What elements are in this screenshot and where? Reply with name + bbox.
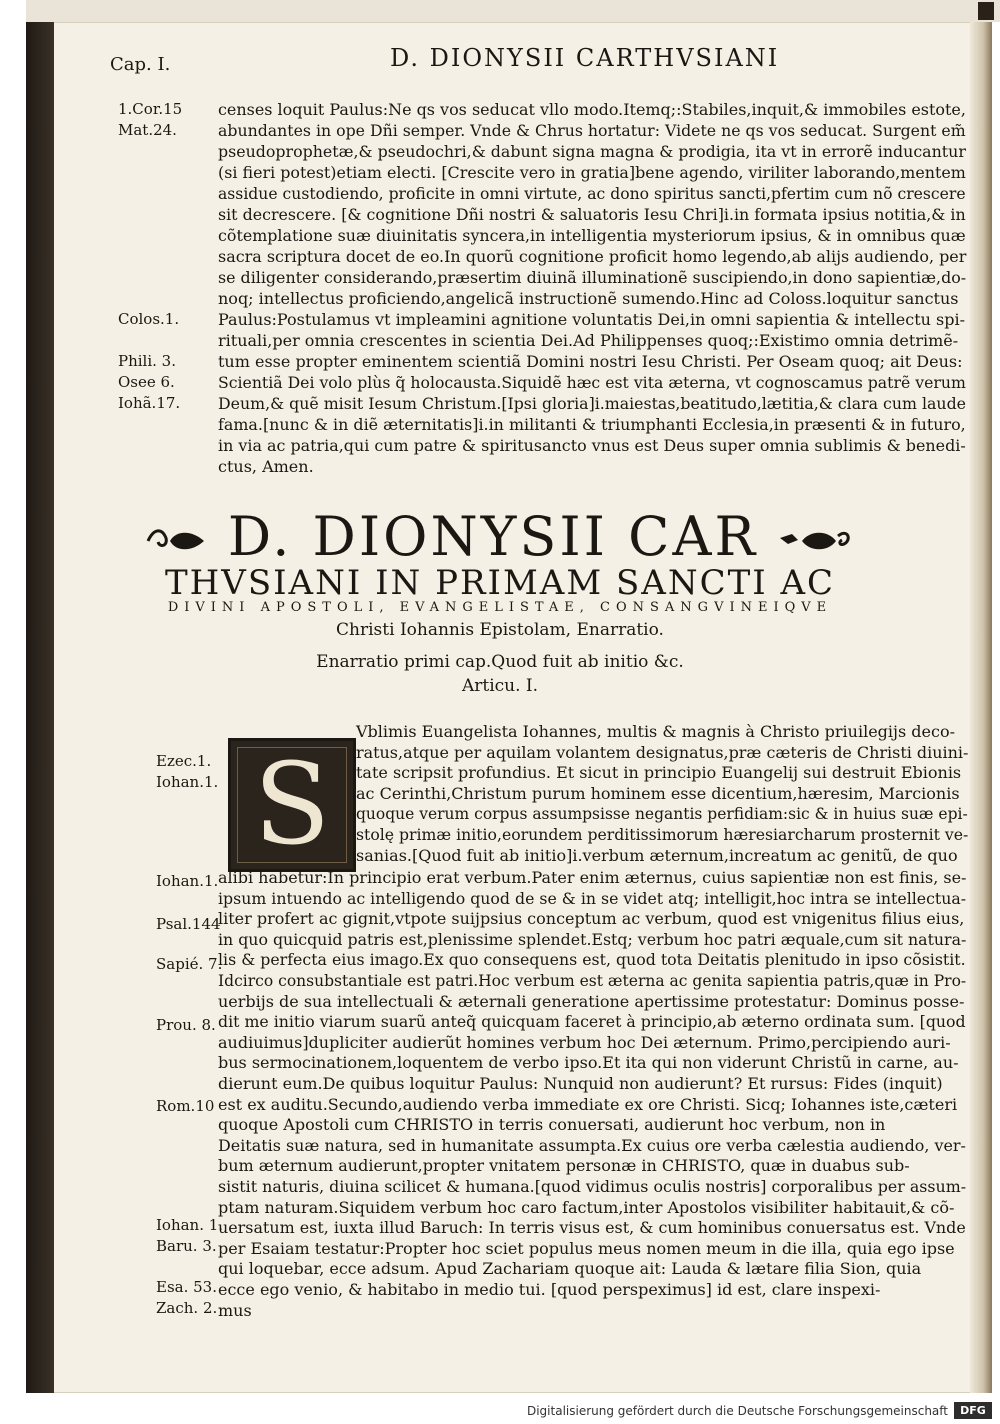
margin-reference: Ezec.1. xyxy=(156,752,212,770)
text-line: stolę primæ initio,eorundem perditissimorum hæresiarcharum prosternit ve- xyxy=(356,825,969,844)
text-line: qui loquebar, ecce adsum. Apud Zachariam quoque ait: Lauda & lætare filia Sion, quia xyxy=(218,1259,922,1279)
margin-reference: Iohan.1. xyxy=(156,773,219,791)
text-line: tate scripsit profundius. Et sicut in principio Euangelij sui destruit Ebionis xyxy=(356,763,962,783)
text-line: (si fieri potest)etiam electi. [Crescite vero in gratia]bene agendo, viriliter laborando,mentem xyxy=(218,163,966,182)
heading-text-1: D. DIONYSII CAR xyxy=(227,505,759,568)
text-line: assidue custodiendo, proficite in omni virtute, ac dono spiritus sancti,pfertim cum nõ crescere xyxy=(218,184,966,203)
text-line: est ex auditu.Secundo,audiendo verba immediate ex ore Christi. Sicq; Iohannes iste,cæteri xyxy=(218,1094,958,1114)
text-line: dierunt eum.De quibus loquitur Paulus: Nunquid non audierunt? Et rursus: Fides (inquit) xyxy=(218,1074,943,1093)
text-line: Idcirco consubstantiale est patri.Hoc verbum est æterna ac genita sapientia patris,quæ in Pro- xyxy=(218,971,967,990)
text-line: rituali,per omnia crescentes in scientia Dei.Ad Philippenses quoq;:Existimo omnia detrimẽ- xyxy=(218,331,959,350)
text-line: noq; intellectus proficiendo,angelicã instructionẽ sumendo.Hinc ad Coloss.loquitur sanctus xyxy=(218,289,959,308)
fleuron-left-icon xyxy=(146,524,208,558)
text-line: quoque Apostoli cum CHRISTO in terris conuersati, audierunt hoc verbum, non in xyxy=(218,1115,886,1135)
lower-text-indented xyxy=(356,722,968,872)
text-line: liter profert ac gignit,vtpote suijpsius conceptum ac verbum, quod est vnigenitus filius eius, xyxy=(218,909,965,929)
text-line: Scientiã Dei volo plùs q̃ holocausta.Siquidẽ hæc est vita æterna, vt cognoscamus patrẽ verum xyxy=(218,373,966,392)
footer-bar xyxy=(0,1398,1000,1424)
decorated-initial xyxy=(228,738,356,872)
text-line: uerbijs de sua intellectuali & æternali generatione apertissime protestatur: Dominus posse- xyxy=(218,991,965,1011)
initial-letter: S xyxy=(253,740,331,870)
margin-reference: Iohan.1. xyxy=(156,872,219,890)
margin-reference: Osee 6. xyxy=(118,373,175,391)
text-line: Vblimis Euangelista Iohannes, multis & magnis à Christo priuilegijs deco- xyxy=(356,722,955,741)
text-line: uersatum est, iuxta illud Baruch: In terris visus est, & cum hominibus conuersatus est. Vnde xyxy=(218,1218,966,1238)
text-line: alibi habetur:In principio erat verbum.Pater enim æternus, cuius sapientiæ non est finis, se- xyxy=(218,868,967,887)
text-line: dit me initio viarum suarũ anteq̃ quicquam faceret à principio,ab æterno ordinata sum. [quod xyxy=(218,1012,966,1032)
text-line: Deum,& quẽ misit Iesum Christum.[Ipsi gloria]i.maiestas,beatitudo,lætitia,& clara cum laude xyxy=(218,394,967,413)
text-line: ctus, Amen. xyxy=(218,457,314,476)
margin-reference: Baru. 3. xyxy=(156,1237,217,1255)
fleuron-right-icon xyxy=(778,524,854,558)
corner-fold xyxy=(978,2,994,20)
text-line: in via ac patria,qui cum patre & spiritusancto vnus est Deus super omnia sublimis & benedi- xyxy=(218,436,966,455)
text-line: sistit naturis, diuina scilicet & humana.[quod vidimus oculis nostris] corporalibus per assum- xyxy=(218,1177,967,1196)
heading-line-3: DIVINI APOSTOLI, EVANGELISTAE, CONSANGVINEIQVE xyxy=(167,600,833,615)
subheading-enarratio: Enarratio primi cap.Quod fuit ab initio &c. xyxy=(316,652,684,672)
margin-reference: Sapié. 7. xyxy=(156,955,223,973)
text-line: sanias.[Quod fuit ab initio]i.verbum æternum,increatum ac genitũ, de quo xyxy=(356,845,958,865)
text-line: cõtemplatione suæ diuinitatis syncera,in intelligentia mysteriorum ipsius, & in omnibus quæ xyxy=(218,226,966,245)
text-line: sacra scriptura docet de eo.In quorũ cognitione proficit homo legendo,ab alijs audiendo, per xyxy=(218,247,967,266)
text-line: ecce ego venio, & habitabo in medio tui. [quod perspeximus] id est, clare inspexi- xyxy=(218,1280,881,1299)
text-line: ratus,atque per aquilam volantem designatus,præ cæteris de Christi diuini- xyxy=(356,742,969,762)
text-line: ptam naturam.Siquidem verbum hoc caro factum,inter Apostolos visibiliter habitauit,& cõ- xyxy=(218,1197,955,1217)
margin-reference: Mat.24. xyxy=(118,121,177,139)
text-line: pseudoprophetæ,& pseudochri,& dabunt signa magna & prodigia, ita vt in errorẽ inducantur xyxy=(218,142,966,161)
lower-text-block xyxy=(218,868,966,1338)
text-line: Paulus:Postulamus vt impleamini agnitione voluntatis Dei,in omni sapientia & intellectu spi- xyxy=(218,310,965,329)
page-edge xyxy=(970,22,992,1393)
text-line: censes loquit Paulus:Ne qs vos seducat vllo modo.Itemq;:Stabiles,inquit,& immobiles estote, xyxy=(218,100,966,119)
text-line: lis & perfecta eius imago.Ex quo consequens est, quod tota Deitatis plenitudo in ipso cõsistit. xyxy=(218,950,966,970)
chapter-label: Cap. I. xyxy=(110,54,171,75)
heading-line-2: THVSIANI IN PRIMAM SANCTI AC xyxy=(164,563,836,603)
margin-reference: Prou. 8. xyxy=(156,1016,216,1034)
dfg-logo: DFG xyxy=(954,1402,992,1419)
text-line: bum æternum audierunt,propter vnitatem personæ in CHRISTO, quæ in duabus sub- xyxy=(218,1156,910,1176)
text-line: se diligenter considerando,præsertim diuinã illuminationẽ suscipiendo,in dono sapientiæ,do- xyxy=(218,268,967,287)
margin-reference: Rom.10 xyxy=(156,1097,215,1115)
margin-reference: Esa. 53. xyxy=(156,1278,217,1296)
margin-reference: Zach. 2. xyxy=(156,1299,218,1317)
text-line: sit decrescere. [& cognitione Dñi nostri & saluatoris Iesu Chri]i.in formata ipsius notitia,& in xyxy=(218,205,966,224)
top-border xyxy=(26,0,1000,22)
margin-reference: Colos.1. xyxy=(118,310,180,328)
text-line: per Esaiam testatur:Propter hoc sciet populus meus nomen meum in die illa, quia ego ipse xyxy=(218,1238,955,1258)
margin-reference: Iohan. 1. xyxy=(156,1216,224,1234)
margin-reference: Phili. 3. xyxy=(118,352,176,370)
text-line: in quo quicquid patris est,plenissime splendet.Estq; verbum hoc patri æquale,cum sit natura- xyxy=(218,929,967,949)
margin-reference: Iohã.17. xyxy=(118,394,181,412)
footer-credit: Digitalisierung gefördert durch die Deutsche Forschungsgemeinschaft xyxy=(526,1404,948,1418)
text-line: tum esse propter eminentem scientiã Domini nostri Iesu Christi. Per Oseam quoq; ait Deus: xyxy=(218,352,963,371)
heading-line-1 xyxy=(0,505,1000,568)
text-line: fama.[nunc & in diẽ æternitatis]i.in militanti & triumphanti Ecclesia,in præsenti & in futuro, xyxy=(218,415,966,434)
margin-reference: 1.Cor.15 xyxy=(118,100,183,118)
text-line: audiuimus]dupliciter audierũt homines verbum hoc Dei æternum. Primo,percipiendo auri- xyxy=(218,1032,951,1052)
text-line: Deitatis suæ natura, sed in humanitate assumpta.Ex cuius ore verba cælestia audiendo, ver- xyxy=(218,1135,966,1155)
running-title: D. DIONYSII CARTHVSIANI xyxy=(390,44,780,72)
text-line: ac Cerinthi,Christum purum hominem esse dicentium,hæresim, Marcionis xyxy=(356,783,960,803)
text-line: mus xyxy=(218,1300,252,1320)
margin-reference: Psal.144 xyxy=(156,915,221,933)
text-line: ipsum intuendo ac intelligendo quod de se & in se videt atq; intelligit,hoc intra se intellectua- xyxy=(218,888,967,908)
text-line: quoque verum corpus assumpsisse negantis perfidiam:sic & in huius suæ epi- xyxy=(356,804,968,824)
upper-text-block xyxy=(218,100,966,490)
text-line: abundantes in ope Dñi semper. Vnde & Chrus hortatur: Videte ne qs vos seducat. Surgent em̃ xyxy=(218,121,966,140)
subheading-article: Articu. I. xyxy=(461,676,539,696)
text-line: bus sermocinationem,loquentem de verbo ipso.Et ita qui non viderunt Christũ in carne, au- xyxy=(218,1053,959,1073)
heading-line-4: Christi Iohannis Epistolam, Enarratio. xyxy=(336,620,664,640)
binding-gutter xyxy=(26,22,54,1393)
running-head xyxy=(110,44,890,74)
